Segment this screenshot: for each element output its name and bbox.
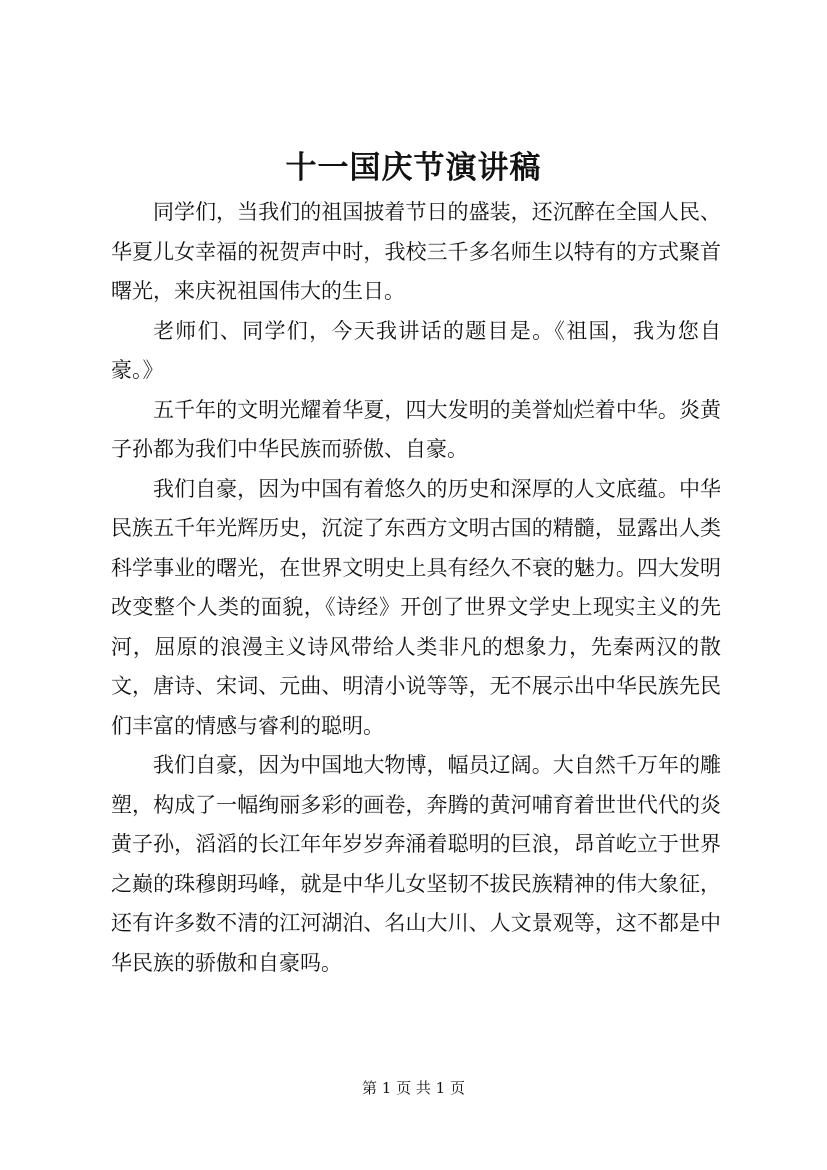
paragraph-3: 五千年的文明光耀着华夏，四大发明的美誉灿烂着中华。炎黄子孙都为我们中华民族而骄傲、自豪。 bbox=[111, 397, 721, 461]
paragraph-2: 老师们、同学们，今天我讲话的题目是。《祖国，我为您自豪。》 bbox=[111, 318, 721, 382]
paragraph-5: 我们自豪，因为中国地大物博，幅员辽阔。大自然千万年的雕塑，构成了一幅绚丽多彩的画卷，奔腾的黄河哺育着世世代代的炎黄子孙，滔滔的长江年年岁岁奔涌着聪明的巨浪，昂首屹立于世界之巅的珠穆朗玛峰，就是中华儿女坚韧不拔民族精神的伟大象征，还有许多数不清的江河湖泊、名山大川、人文景观等，这不都是中华民族的骄傲和自豪吗。 bbox=[111, 753, 721, 975]
paragraph-4: 我们自豪，因为中国有着悠久的历史和深厚的人文底蕴。中华民族五千年光辉历史，沉淀了东西方文明古国的精髓，显露出人类科学事业的曙光，在世界文明史上具有经久不衰的魅力。四大发明改变整个人类的面貌，《诗经》开创了世界文学史上现实主义的先河，屈原的浪漫主义诗风带给人类非凡的想象力，先秦两汉的散文，唐诗、宋词、元曲、明清小说等等，无不展示出中华民族先民们丰富的情感与睿利的聪明。 bbox=[111, 476, 721, 738]
page-footer: 第 1 页 共 1 页 bbox=[362, 1079, 465, 1097]
document-title: 十一国庆节演讲稿 bbox=[285, 150, 542, 186]
paragraph-1: 同学们，当我们的祖国披着节日的盛装，还沉醉在全国人民、华夏儿女幸福的祝贺声中时，我校三千多名师生以特有的方式聚首曙光，来庆祝祖国伟大的生日。 bbox=[111, 200, 721, 303]
document-body bbox=[111, 193, 721, 983]
